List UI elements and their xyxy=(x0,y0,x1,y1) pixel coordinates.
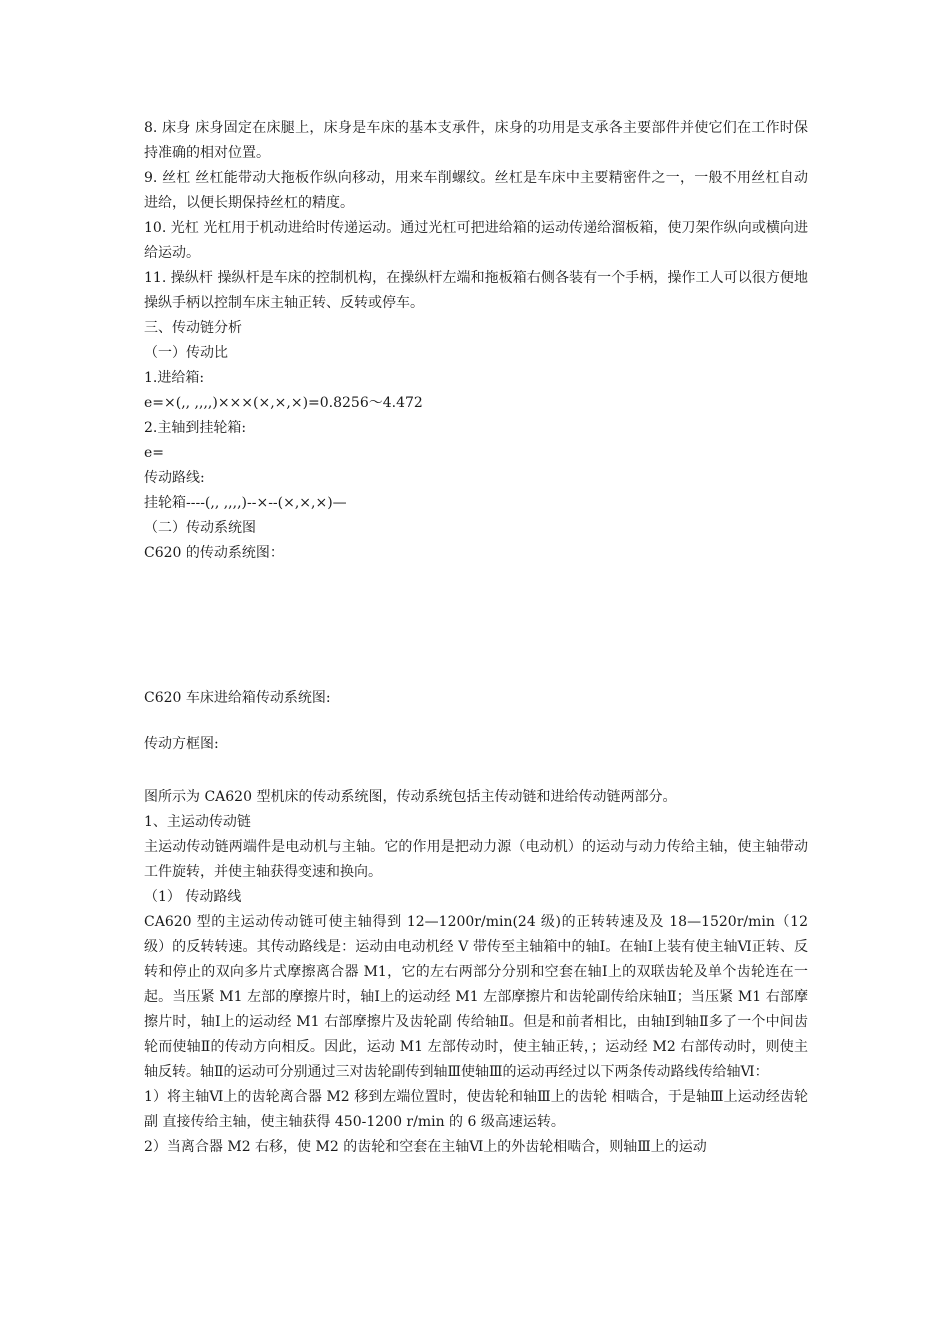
label-spindle-to-gearbox: 2.主轴到挂轮箱: xyxy=(144,420,247,436)
intro-paragraph: 图所示为 CA620 型机床的传动系统图，传动系统包括主传动链和进给传动链两部分。 xyxy=(144,789,677,805)
figure-placeholder xyxy=(144,566,808,686)
list-item-control-lever: 11. 操纵杆 操纵杆是车床的控制机构，在操纵杆左端和拖板箱右侧各装有一个手柄，操作工人可以很方便地操纵手柄以控制车床主轴正转、反转或停车。 xyxy=(144,270,808,311)
label-route: 传动路线: xyxy=(144,470,205,486)
heading-route: （1） 传动路线 xyxy=(144,889,242,905)
formula-feed-box: e=×(,, ,,,,)×××(×,×,×)=0.8256～4.472 xyxy=(144,395,423,411)
subheading-ratio: （一）传动比 xyxy=(144,345,228,361)
heading-main-chain: 1、主运动传动链 xyxy=(144,814,251,830)
paragraph-high-speed: 1）将主轴Ⅵ上的齿轮离合器 M2 移到左端位置时，使齿轮和轴Ⅲ上的齿轮 相啮合，于是轴Ⅲ上运动经齿轮副 直接传给主轴，使主轴获得 450-1200 r/min 的 6 级高速运转。 xyxy=(144,1089,808,1130)
subheading-system-diagram: （二）传动系统图 xyxy=(144,520,256,536)
label-feed-box: 1.进给箱: xyxy=(144,370,205,386)
list-item-bed: 8. 床身 床身固定在床腿上，床身是车床的基本支承件，床身的功用是支承各主要部件并使它们在工作时保持准确的相对位置。 xyxy=(144,120,808,161)
paragraph-low-speed: 2）当离合器 M2 右移，使 M2 的齿轮和空套在主轴Ⅵ上的外齿轮相啮合，则轴Ⅲ上的运动 xyxy=(144,1139,707,1155)
list-item-leadscrew: 9. 丝杠 丝杠能带动大拖板作纵向移动，用来车削螺纹。丝杠是车床中主要精密件之一，一般不用丝杠自动进给，以便长期保持丝杠的精度。 xyxy=(144,170,808,211)
caption-block-diagram: 传动方框图: xyxy=(144,736,219,752)
caption-feed-box-diagram: C620 车床进给箱传动系统图: xyxy=(144,690,331,706)
list-item-feed-rod: 10. 光杠 光杠用于机动进给时传递运动。通过光杠可把进给箱的运动传递给溜板箱，使刀架作纵向或横向进给运动。 xyxy=(144,220,808,261)
document-page xyxy=(144,116,808,1160)
section-heading-drive-chain: 三、传动链分析 xyxy=(144,320,242,336)
caption-c620-system: C620 的传动系统图： xyxy=(144,545,284,561)
formula-spindle: e= xyxy=(144,445,165,461)
formula-route: 挂轮箱----(,, ,,,,)--×--(×,×,×)— xyxy=(144,495,347,511)
paragraph-main-chain: 主运动传动链两端件是电动机与主轴。它的作用是把动力源（电动机）的运动与动力传给主轴，使主轴带动工件旋转，并使主轴获得变速和换向。 xyxy=(144,839,808,880)
paragraph-route: CA620 型的主运动传动链可使主轴得到 12—1200r/min(24 级)的正转转速及及 18—1520r/min（12 级）的反转转速。其传动路线是：运动由电动机经 V 带传至主轴箱中的轴Ⅰ。在轴Ⅰ上装有使主轴Ⅵ正转、反转和停止的双向多片式摩擦离合器 M1，它的左右两部分分别和空套在轴Ⅰ上的双联齿轮及单个齿轮连在一起。当压紧 M1 左部的摩擦片时，轴Ⅰ上的运动经 M1 左部摩擦片和齿轮副传给床轴Ⅱ；当压紧 M1 右部摩擦片时，轴Ⅰ上的运动经 M1 右部摩擦片及齿轮副 传给轴Ⅱ。但是和前者相比，由轴Ⅰ到轴Ⅱ多了一个中间齿轮而使轴Ⅱ的传动方向相反。因此，运动 M1 左部传动时，使主轴正转，；运动经 M2 右部传动时，则使主轴反转。轴Ⅱ的运动可分别通过三对齿轮副传到轴Ⅲ使轴Ⅲ的运动再经过以下两条传动路线传给轴Ⅵ： xyxy=(144,914,808,1080)
